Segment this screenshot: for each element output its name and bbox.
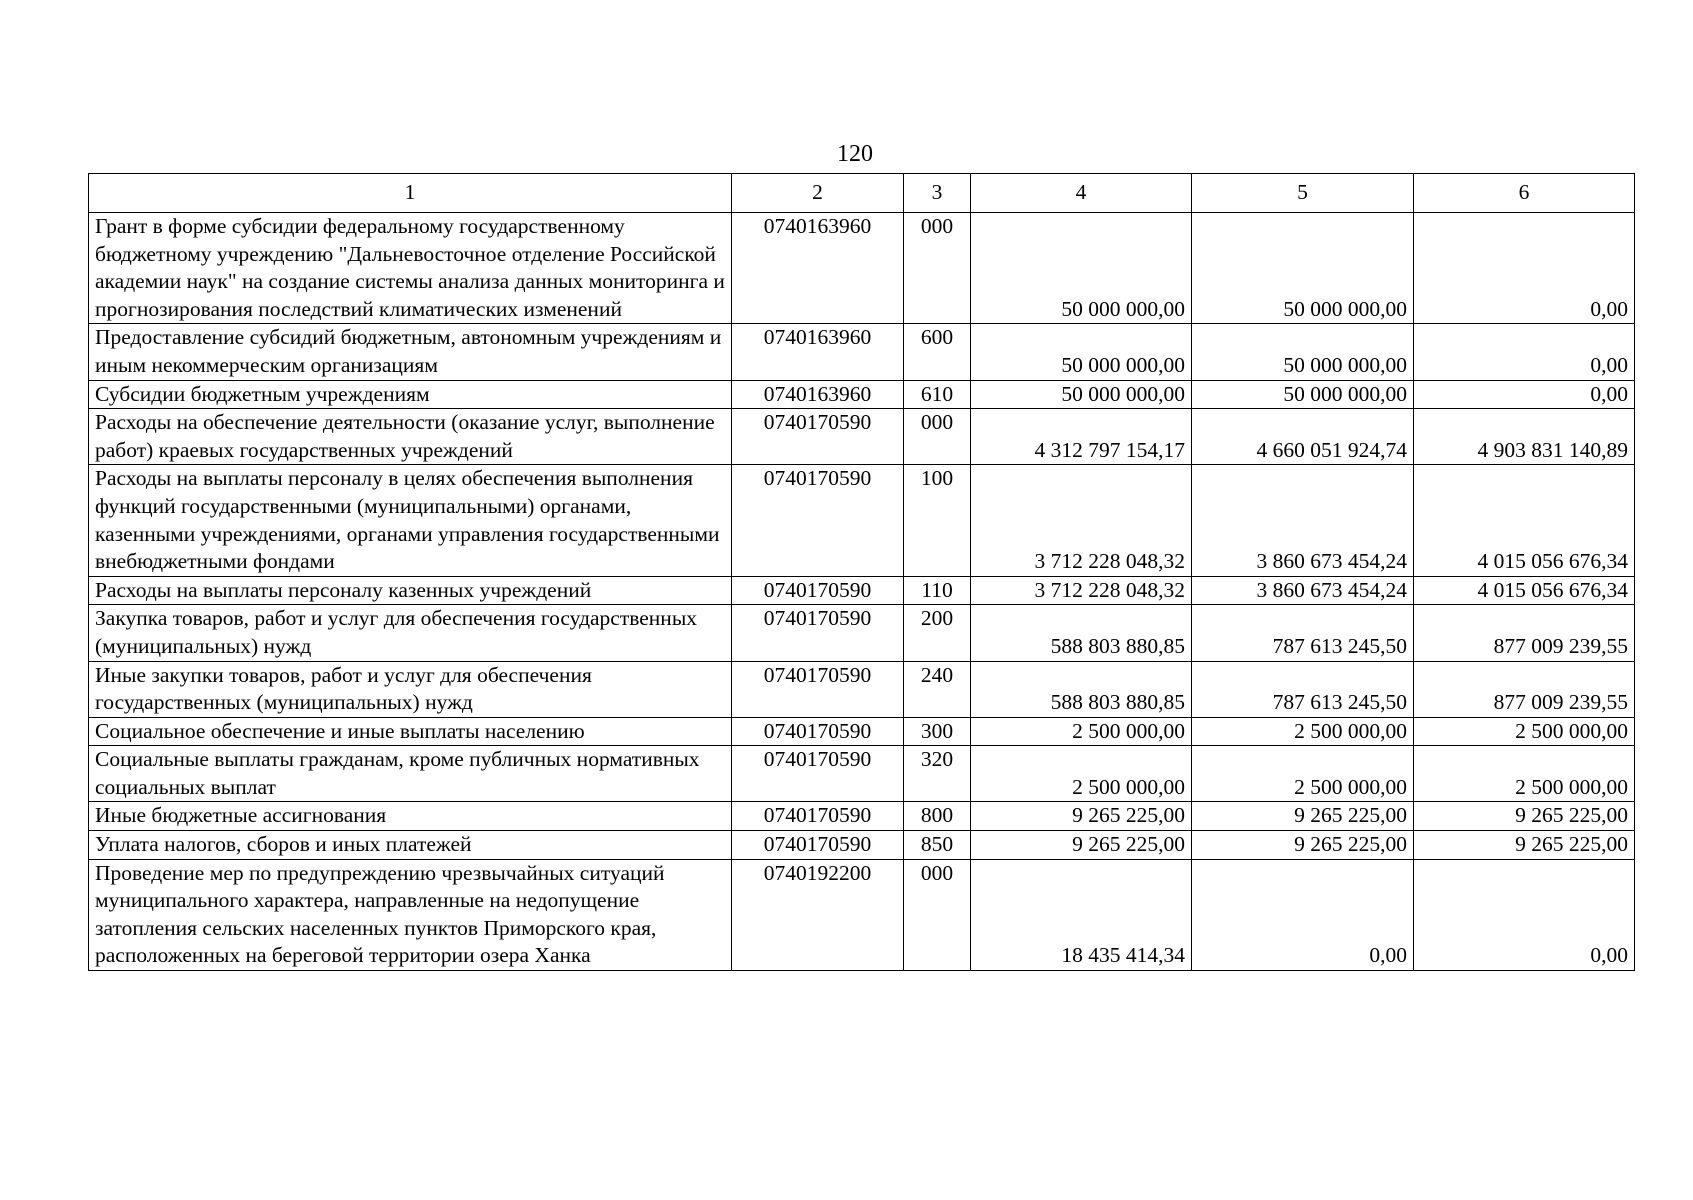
amount-year-3: 0,00: [1414, 380, 1635, 409]
amount-year-3: 9 265 225,00: [1414, 802, 1635, 831]
amount-year-2: 50 000 000,00: [1192, 324, 1414, 380]
target-article-code: 0740170590: [732, 465, 904, 576]
expense-type-code: 800: [904, 802, 971, 831]
target-article-code: 0740170590: [732, 661, 904, 717]
table-row: [89, 380, 1635, 409]
amount-year-1: 2 500 000,00: [971, 717, 1192, 746]
amount-year-2: 3 860 673 454,24: [1192, 576, 1414, 605]
expense-name: Предоставление субсидий бюджетным, автономным учреждениям и иным некоммерческим организациям: [89, 324, 732, 380]
target-article-code: 0740163960: [732, 380, 904, 409]
amount-year-3: 0,00: [1414, 213, 1635, 324]
expense-type-code: 610: [904, 380, 971, 409]
target-article-code: 0740170590: [732, 576, 904, 605]
amount-year-1: 50 000 000,00: [971, 380, 1192, 409]
expense-name: Закупка товаров, работ и услуг для обеспечения государственных (муниципальных) нужд: [89, 605, 732, 661]
expense-name: Иные закупки товаров, работ и услуг для обеспечения государственных (муниципальных) нужд: [89, 661, 732, 717]
table-row: [89, 661, 1635, 717]
expense-type-code: 000: [904, 409, 971, 465]
expense-type-code: 110: [904, 576, 971, 605]
target-article-code: 0740192200: [732, 859, 904, 970]
expense-type-code: 100: [904, 465, 971, 576]
table-row: [89, 465, 1635, 576]
expense-type-code: 000: [904, 859, 971, 970]
amount-year-2: 9 265 225,00: [1192, 802, 1414, 831]
table-row: [89, 746, 1635, 802]
amount-year-1: 3 712 228 048,32: [971, 576, 1192, 605]
expense-name: Расходы на обеспечение деятельности (оказание услуг, выполнение работ) краевых государственных учреждений: [89, 409, 732, 465]
target-article-code: 0740170590: [732, 717, 904, 746]
target-article-code: 0740170590: [732, 409, 904, 465]
amount-year-3: 4 015 056 676,34: [1414, 465, 1635, 576]
amount-year-1: 18 435 414,34: [971, 859, 1192, 970]
target-article-code: 0740163960: [732, 213, 904, 324]
amount-year-2: 3 860 673 454,24: [1192, 465, 1414, 576]
expense-name: Уплата налогов, сборов и иных платежей: [89, 831, 732, 860]
column-number-row: [89, 174, 1635, 213]
amount-year-2: 50 000 000,00: [1192, 380, 1414, 409]
table-row: [89, 831, 1635, 860]
amount-year-1: 4 312 797 154,17: [971, 409, 1192, 465]
table-row: [89, 717, 1635, 746]
amount-year-1: 588 803 880,85: [971, 605, 1192, 661]
target-article-code: 0740170590: [732, 746, 904, 802]
budget-table: [88, 173, 1635, 971]
expense-type-code: 320: [904, 746, 971, 802]
amount-year-1: 50 000 000,00: [971, 324, 1192, 380]
expense-type-code: 000: [904, 213, 971, 324]
target-article-code: 0740170590: [732, 831, 904, 860]
amount-year-3: 2 500 000,00: [1414, 717, 1635, 746]
table-row: [89, 576, 1635, 605]
expense-type-code: 240: [904, 661, 971, 717]
amount-year-2: 2 500 000,00: [1192, 717, 1414, 746]
amount-year-2: 787 613 245,50: [1192, 605, 1414, 661]
column-number: 4: [971, 174, 1192, 213]
amount-year-3: 0,00: [1414, 859, 1635, 970]
expense-type-code: 200: [904, 605, 971, 661]
expense-name: Расходы на выплаты персоналу казенных учреждений: [89, 576, 732, 605]
expense-name: Расходы на выплаты персоналу в целях обеспечения выполнения функций государственными (муниципальными) органами, казенными учреждениями, органами управления государственными внебюджетными фондами: [89, 465, 732, 576]
column-number: 3: [904, 174, 971, 213]
amount-year-3: 4 903 831 140,89: [1414, 409, 1635, 465]
amount-year-3: 2 500 000,00: [1414, 746, 1635, 802]
amount-year-3: 877 009 239,55: [1414, 605, 1635, 661]
amount-year-2: 9 265 225,00: [1192, 831, 1414, 860]
table-row: [89, 802, 1635, 831]
amount-year-1: 3 712 228 048,32: [971, 465, 1192, 576]
amount-year-3: 877 009 239,55: [1414, 661, 1635, 717]
amount-year-3: 9 265 225,00: [1414, 831, 1635, 860]
column-number: 5: [1192, 174, 1414, 213]
target-article-code: 0740170590: [732, 802, 904, 831]
amount-year-1: 9 265 225,00: [971, 831, 1192, 860]
amount-year-2: 2 500 000,00: [1192, 746, 1414, 802]
expense-name: Иные бюджетные ассигнования: [89, 802, 732, 831]
amount-year-1: 9 265 225,00: [971, 802, 1192, 831]
column-number: 1: [89, 174, 732, 213]
column-number: 2: [732, 174, 904, 213]
target-article-code: 0740170590: [732, 605, 904, 661]
amount-year-1: 588 803 880,85: [971, 661, 1192, 717]
table-row: [89, 859, 1635, 970]
expense-type-code: 600: [904, 324, 971, 380]
table-row: [89, 324, 1635, 380]
table-row: [89, 409, 1635, 465]
column-number: 6: [1414, 174, 1635, 213]
amount-year-1: 2 500 000,00: [971, 746, 1192, 802]
amount-year-2: 0,00: [1192, 859, 1414, 970]
expense-name: Проведение мер по предупреждению чрезвычайных ситуаций муниципального характера, направленные на недопущение затопления сельских населенных пунктов Приморского края, расположенных на береговой территории озера Ханка: [89, 859, 732, 970]
page-number: 120: [837, 141, 873, 167]
amount-year-2: 50 000 000,00: [1192, 213, 1414, 324]
amount-year-2: 4 660 051 924,74: [1192, 409, 1414, 465]
amount-year-1: 50 000 000,00: [971, 213, 1192, 324]
target-article-code: 0740163960: [732, 324, 904, 380]
amount-year-3: 4 015 056 676,34: [1414, 576, 1635, 605]
expense-name: Субсидии бюджетным учреждениям: [89, 380, 732, 409]
amount-year-2: 787 613 245,50: [1192, 661, 1414, 717]
expense-name: Социальное обеспечение и иные выплаты населению: [89, 717, 732, 746]
amount-year-3: 0,00: [1414, 324, 1635, 380]
expense-name: Грант в форме субсидии федеральному государственному бюджетному учреждению "Дальневосточное отделение Российской академии наук" на создание системы анализа данных мониторинга и прогнозирования последствий климатических изменений: [89, 213, 732, 324]
table-row: [89, 213, 1635, 324]
expense-type-code: 300: [904, 717, 971, 746]
expense-name: Социальные выплаты гражданам, кроме публичных нормативных социальных выплат: [89, 746, 732, 802]
table-row: [89, 605, 1635, 661]
expense-type-code: 850: [904, 831, 971, 860]
